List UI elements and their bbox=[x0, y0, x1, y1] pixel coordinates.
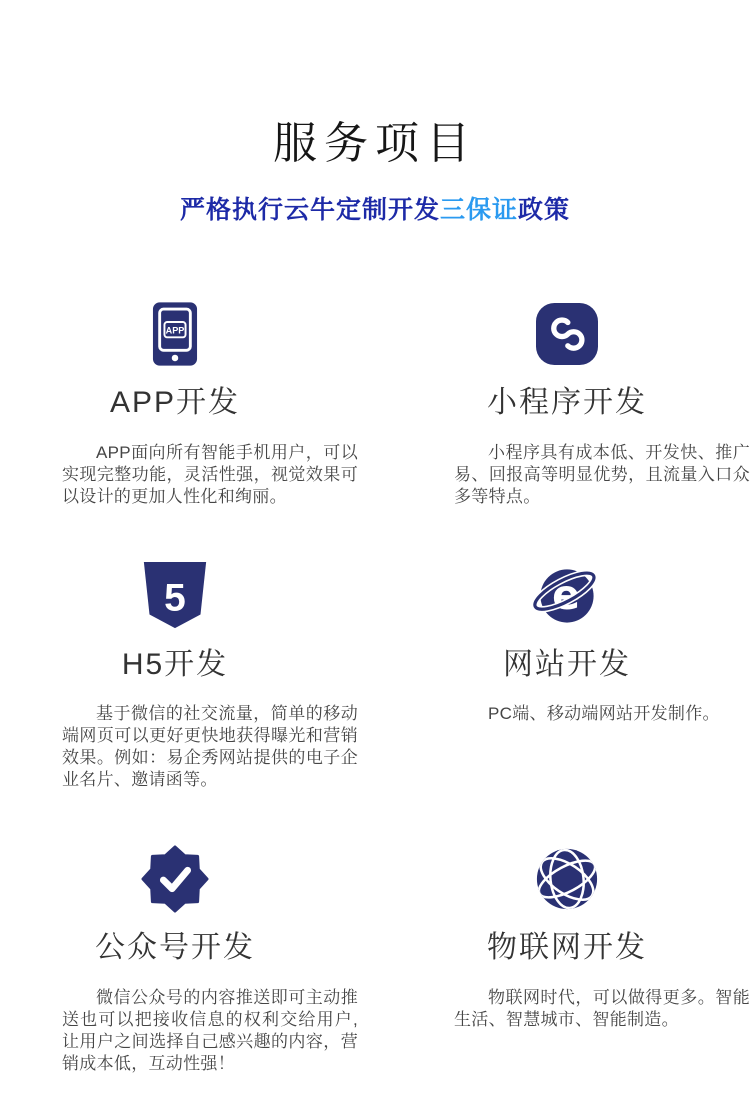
service-title: 小程序开发 bbox=[487, 386, 647, 419]
service-card-miniprogram bbox=[454, 298, 750, 508]
service-description: PC端、移动端网站开发制作。 bbox=[488, 704, 720, 723]
page-title: 服务项目 bbox=[273, 119, 477, 168]
service-card-iot bbox=[454, 843, 750, 1075]
service-description: 基于微信的社交流量，简单的移动端网页可以更好更快地获得曝光和营销效果。例如：易企秀网站提供的电子企业名片、邀请函等。 bbox=[62, 704, 358, 789]
services-grid bbox=[62, 298, 750, 1075]
subtitle-text-right: 政策 bbox=[518, 196, 571, 224]
services-section-header bbox=[0, 0, 750, 226]
ie-browser-icon bbox=[454, 560, 680, 632]
svg-text:APP: APP bbox=[165, 325, 185, 336]
svg-text:5: 5 bbox=[164, 576, 186, 620]
service-description: 微信公众号的内容推送即可主动推送也可以把接收信息的权利交给用户,让用户之间选择自己感兴趣的内容，营销成本低，互动性强！ bbox=[62, 987, 358, 1073]
service-card-h5 bbox=[62, 560, 358, 792]
service-description: 物联网时代，可以做得更多。智能生活、智慧城市、智能制造。 bbox=[454, 987, 750, 1029]
service-title: APP开发 bbox=[109, 386, 241, 419]
subtitle-text-left: 严格执行云牛定制开发 bbox=[179, 196, 440, 224]
service-card-app bbox=[62, 298, 358, 508]
page-subtitle bbox=[0, 190, 750, 226]
service-card-website bbox=[454, 560, 750, 792]
verified-badge-icon bbox=[62, 843, 288, 915]
app-phone-icon bbox=[62, 298, 288, 370]
service-title: 网站开发 bbox=[503, 647, 631, 681]
miniprogram-icon bbox=[454, 298, 680, 370]
service-title: 公众号开发 bbox=[95, 931, 255, 964]
svg-text:e: e bbox=[552, 570, 581, 619]
subtitle-highlight: 三保证 bbox=[439, 196, 518, 224]
service-title: H5开发 bbox=[121, 647, 229, 681]
service-description: 小程序具有成本低、开发快、推广易、回报高等明显优势，且流量入口众多等特点。 bbox=[454, 442, 750, 506]
iot-globe-icon bbox=[454, 843, 680, 915]
service-title: 物联网开发 bbox=[487, 931, 647, 964]
service-description: APP面向所有智能手机用户，可以实现完整功能，灵活性强，视觉效果可以设计的更加人性化和绚丽。 bbox=[62, 442, 358, 506]
html5-icon bbox=[62, 560, 288, 632]
service-card-official-account bbox=[62, 843, 358, 1075]
